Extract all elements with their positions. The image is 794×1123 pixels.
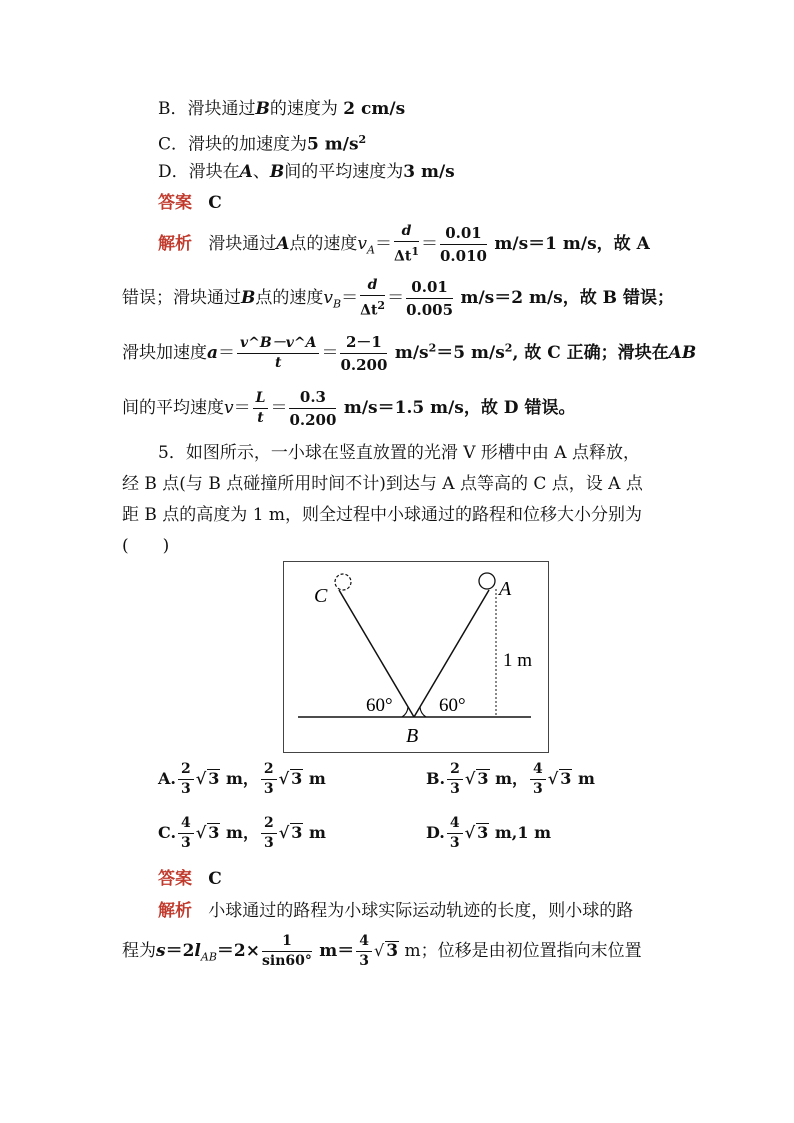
q4-analysis-line-2: 错误；滑块通过B点的速度$v_B=$ $\frac{d}{\Delta t^2}$ ＝ $\frac{0.01}{0.005}$ m/s＝2 m/s，故 B 错误； <box>122 277 674 319</box>
fraction: $\frac{0.3}{0.200}$ <box>289 388 337 429</box>
fraction: $\frac{4}{3}$ <box>356 932 372 971</box>
q5-stem-line-4: ( ) <box>122 536 170 556</box>
choice-d: D. $\frac{4}{3}$ √ 3 m,1 m <box>426 815 551 851</box>
choice-b: B. $\frac{2}{3}$ √ 3 m， $\frac{4}{3}$ √ 3 m <box>426 761 595 797</box>
ball-end-position <box>335 574 351 590</box>
fraction: $\frac{L}{t}$ <box>253 389 269 428</box>
choice-c: C. $\frac{4}{3}$ √ 3 m， $\frac{2}{3}$ √ 3 m <box>158 815 326 851</box>
q4-answer: 答案 C <box>158 193 222 213</box>
q4-analysis-line-1: 解析 滑块通过A点的速度$v_A=$ $\frac{d}{\Delta t^1}$ ＝ $\frac{0.01}{0.010}$ m/s＝1 m/s，故 A <box>158 223 650 265</box>
choice-a: A. $\frac{2}{3}$ √ 3 m， $\frac{2}{3}$ √ 3 m <box>158 761 326 797</box>
angle-right-label: 60° <box>439 695 466 716</box>
label-a: A <box>499 578 512 600</box>
fraction: $\frac{1}{\sin 60^\circ}$ <box>262 933 312 969</box>
q4-analysis-line-3: 滑块加速度a＝ $\frac{v\^{}B-v\^{}A}{t}$ ＝ $\frac{2-1}{0.200}$ $m/s^2=5$ $m/s^2$, 故 C 正确；滑块在AB <box>122 333 697 374</box>
option-c: C．滑块的加速度为5 $m/s^2$ <box>158 133 367 155</box>
fraction: $\frac{d}{\Delta t^1}$ <box>393 223 419 265</box>
v-groove-figure <box>283 561 549 753</box>
q5-stem-line-2: 经 B 点(与 B 点碰撞所用时间不计)到达与 A 点等高的 C 点，设 A 点 <box>122 474 643 494</box>
q5-stem-line-3: 距 B 点的高度为 1 m，则全过程中小球通过的路程和位移大小分别为 <box>122 505 643 525</box>
left-angle-arc <box>402 707 408 717</box>
label-c: C <box>314 585 328 607</box>
q4-analysis-line-4: 间的平均速度v＝ $\frac{L}{t}$ ＝ $\frac{0.3}{0.200}$ m/s＝1.5 m/s，故 D 错误。 <box>122 388 576 429</box>
q5-stem-line-1: 5．如图所示，一小球在竖直放置的光滑 V 形槽中由 A 点释放， <box>158 443 640 463</box>
option-d: D．滑块在A、B间的平均速度为3 m/s <box>158 162 455 182</box>
fraction: $\frac{0.01}{0.010}$ <box>439 224 487 265</box>
v-groove-diagram <box>284 562 548 752</box>
height-label: 1 m <box>503 650 533 671</box>
angle-left-label: 60° <box>366 695 393 716</box>
q5-analysis-line-1: 解析 小球通过的路程为小球实际运动轨迹的长度，则小球的路 <box>158 901 634 921</box>
fraction: $\frac{v\^{}B-v\^{}A}{t}$ <box>237 334 319 373</box>
fraction: $\frac{0.01}{0.005}$ <box>406 278 454 319</box>
fraction: $\frac{2-1}{0.200}$ <box>340 333 388 374</box>
right-angle-arc <box>420 707 426 717</box>
q5-answer: 答案 C <box>158 869 222 889</box>
q5-analysis-line-2: 程为$s=2l_{AB}=2\times$ $\frac{1}{\sin 60^\circ}$ m＝ $\frac{4}{3}$ √ 3 m；位移是由初位置指向末位置 <box>122 933 642 969</box>
label-b: B <box>406 725 419 747</box>
option-b: B．滑块通过B的速度为 2 cm/s <box>158 99 406 119</box>
fraction: $\frac{d}{\Delta t^2}$ <box>360 277 386 319</box>
ball-start-position <box>479 573 495 589</box>
